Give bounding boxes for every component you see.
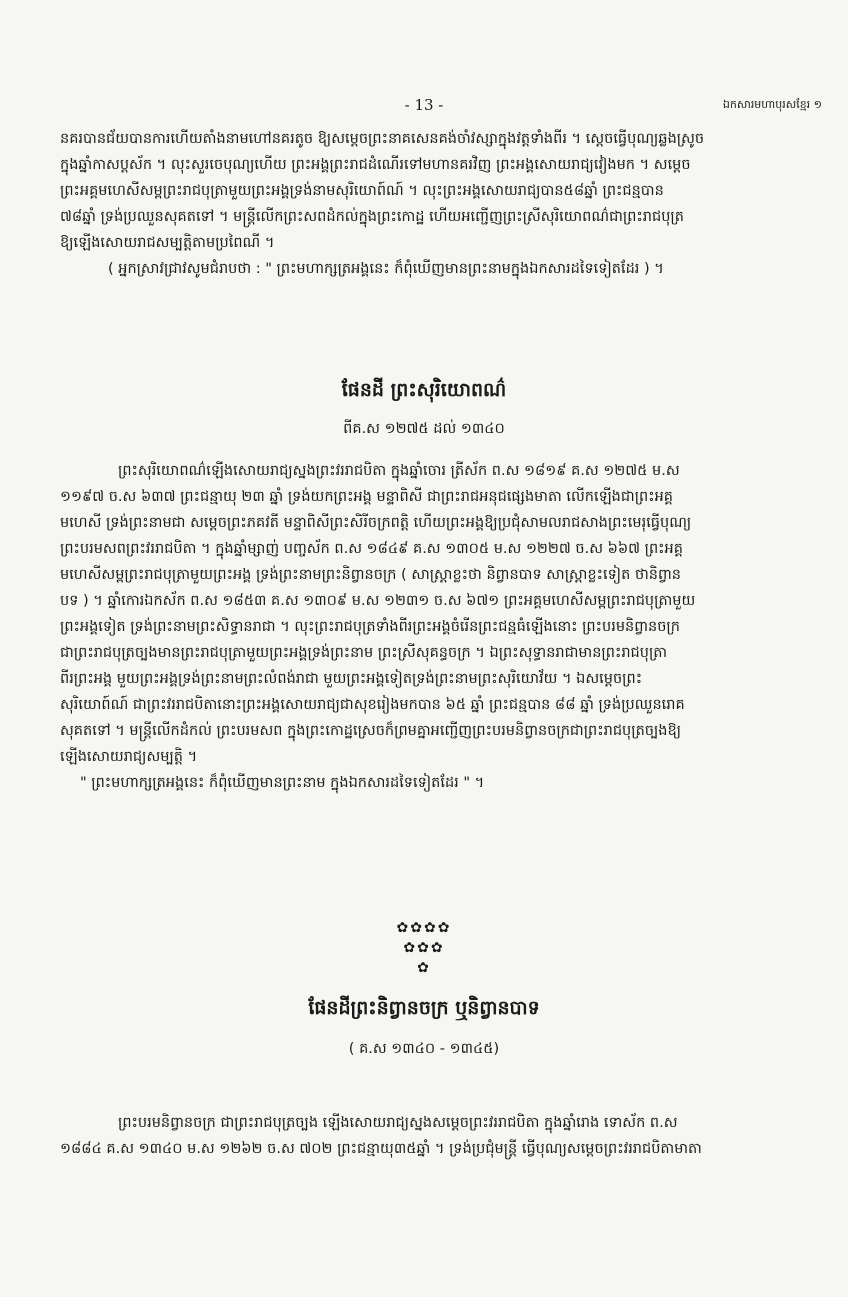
section-dates: ( គ.ស ១៣៤០ - ១៣៤៥) [348, 1041, 500, 1057]
text-line: ព្រះបរមនិព្វានចក្រ ជាព្រះរាជបុត្រច្បង ឡើងសោយរាជ្យស្នងសម្តេចព្រះវររាជបិតា ក្នុងឆ្នាំរោង ទោស័ក ព.ស [118, 1115, 678, 1131]
text-line: មហេសីសម្ពព្រះរាជបុត្រាមួយព្រះអង្គ ទ្រង់ព្រះនាមព្រះនិព្វានចក្រ ( សាស្ត្រាខ្លះថា និព្វានបាទ សាស្ត្រាខ្លះទៀត ថានិព្វាន [60, 567, 681, 583]
text-line: ក្នុងឆ្នាំកាសប្តស័ក ។ លុះសួរចេបុណ្យហើយ ព្រះអង្គព្រះរាជដំណើរទៅមហានគរវិញ ព្រះអង្គសោយរាជ្យវៀងមក ។ សម្តេច [60, 157, 691, 173]
ornament-divider [0, 918, 848, 978]
text-line: ពីរព្រះអង្គ មួយព្រះអង្គទ្រង់ព្រះនាមព្រះលំពង់រាជា មួយព្រះអង្គទៀតទ្រង់ព្រះនាមព្រះសុរិយោវ័យ ។ ឯសម្តេចព្រះ [60, 671, 643, 687]
section-title: ផែនដីព្រះនិព្វានចក្រ ឬនិព្វានបាទ [308, 997, 540, 1019]
text-line: ១១៩៧ ច.ស ៦៣៧ ព្រះជន្មាយុ ២៣ ឆ្នាំ ទ្រង់យកព្រះអង្គ មន្ទាពិសី ជាព្រះរាជអនុជផ្សេងមាតា លើកឡើងជាព្រះអគ្គ [60, 489, 673, 505]
text-line: សុគតទៅ ។ មន្ត្រីលើកដំកល់ ព្រះបរមសព ក្នុងព្រះកោដ្ឋស្រេចក៏ព្រមគ្នាអញ្ជើញព្រះបរមនិព្វានចក្រជាព្រះរាជបុត្រច្បងឱ្យ [60, 723, 682, 739]
text-line: ឱ្យឡើងសោយរាជសម្បត្តិតាមប្រពៃណី ។ [60, 235, 275, 251]
section3-paragraph [60, 1112, 822, 1164]
researcher-note: ( អ្នកស្រាវជ្រាវសូមជំរាបថា : " ព្រះមហាក្សត្រអង្គនេះ ក៏ពុំឃើញមានព្រះនាមក្នុងឯកសារដទៃទៀតដែរ ) ។ [108, 261, 664, 277]
text-line: ព្រះអគ្គមហេសីសម្ពព្រះរាជបុត្រាមួយព្រះអង្គទ្រង់នាមសុរិយោព៍ណ៍ ។ លុះព្រះអង្គសោយរាជ្យបាន៥៨ឆ្នាំ ព្រះជន្មបាន [60, 183, 664, 199]
text-line: ព្រះអង្គទៀត ទ្រង់ព្រះនាមព្រះសិទ្ធានរាជា ។ លុះព្រះរាជបុត្រទាំងពីរព្រះអង្គចំរើនព្រះជន្មធំឡើងនោះ ព្រះបរមនិព្វានចក្រ [60, 619, 680, 635]
section2-paragraph [60, 460, 822, 798]
page-number: - 13 - [404, 96, 444, 114]
ornament-row: ✿✿✿✿ [396, 920, 452, 936]
section2-note: " ព្រះមហាក្សត្រអង្គនេះ ក៏ពុំឃើញមានព្រះនាម ក្នុងឯកសារដទៃទៀតដែរ " ។ [80, 775, 485, 791]
running-header [0, 96, 848, 122]
text-line: ព្រះសុរិយោពណ៌ឡើងសោយរាជ្យស្នងព្រះវររាជបិតា ក្នុងឆ្នាំចោរ ត្រីស័ក ព.ស ១៨១៩ គ.ស ១២៧៥ ម.ស [118, 463, 680, 479]
text-line: នគរបានជ័យបានការហើយតាំងនាមហៅនគរតូច ឱ្យសម្តេចព្រះនាគសេនគង់ចាំវស្សាក្នុងវត្តទាំងពីរ ។ ស្តេចធ្វើបុណ្យឆ្លងស្រូច [60, 131, 705, 147]
ornament-row: ✿ [417, 960, 431, 976]
text-line: ព្រះបរមសពព្រះវររាជបិតា ។ ក្នុងឆ្នាំម្សាញ់ បញ្ចស័ក ព.ស ១៨៤៩ គ.ស ១៣០៥ ម.ស ១២២៧ ច.ស ៦៦៧ ព្រះអគ្គ [60, 541, 683, 557]
text-line: ជាព្រះរាជបុត្រច្បងមានព្រះរាជបុត្រាមួយព្រះអង្គទ្រង់ព្រះនាម ព្រះស្រីសុគន្ធចក្រ ។ ឯព្រះសុទ្ធានរាជាមានព្រះរាជបុត្រា [60, 645, 668, 661]
text-line: ១៨៨៤ គ.ស ១៣៤០ ម.ស ១២៦២ ច.ស ៧០២ ព្រះជន្មាយុ៣៥ឆ្នាំ ។ ទ្រង់ប្រជុំមន្ត្រី ធ្វើបុណ្យសម្តេចព្រះវររាជបិតាមាតា [60, 1141, 702, 1157]
text-line: សុរិយោព៍ណ៍ ជាព្រះវររាជបិតានោះព្រះអង្គសោយរាជ្យជាសុខរៀងមកបាន ៦៥ ឆ្នាំ ព្រះជន្មបាន ៨៨ ឆ្នាំ ទ្រង់ប្រឈួនរោគ [60, 697, 685, 713]
section-title: ផែនដី ព្រះសុរិយោពណ៌ [341, 379, 507, 401]
running-title: ឯកសារមហាបុរសខ្មែរ ១ [722, 98, 822, 111]
section1-tail-paragraph [60, 128, 822, 284]
text-line: មហេសី ទ្រង់ព្រះនាមជា សម្តេចព្រះភគវតី មន្ទាពិសីព្រះសិរីចក្រពត្តិ ហើយព្រះអង្គឱ្យប្រជុំសាមលរាជសាងព្រះមេរុធ្វើបុណ្យ [60, 515, 692, 531]
text-line: បទ ) ។ ឆ្នាំកោរឯកស័ក ព.ស ១៨៥៣ គ.ស ១៣០៩ ម.ស ១២៣១ ច.ស ៦៧១ ព្រះអគ្គមហេសីសម្ពព្រះរាជបុត្រាមួយ [60, 593, 696, 609]
ornament-row: ✿✿✿ [403, 940, 445, 956]
text-line: ឡើងសោយរាជ្យសម្បត្តិ ។ [60, 749, 198, 765]
section-dates: ពីគ.ស ១២៧៥ ដល់ ១៣៤០ [343, 421, 505, 437]
text-line: ៧៨ឆ្នាំ ទ្រង់ប្រឈួនសុគតទៅ ។ មន្ត្រីលើកព្រះសពដំកល់ក្នុងព្រះកោដ្ឋ ហើយអញ្ជើញព្រះស្រីសុរិយោពណ៌ជាព្រះរាជបុត្រ [60, 209, 684, 225]
